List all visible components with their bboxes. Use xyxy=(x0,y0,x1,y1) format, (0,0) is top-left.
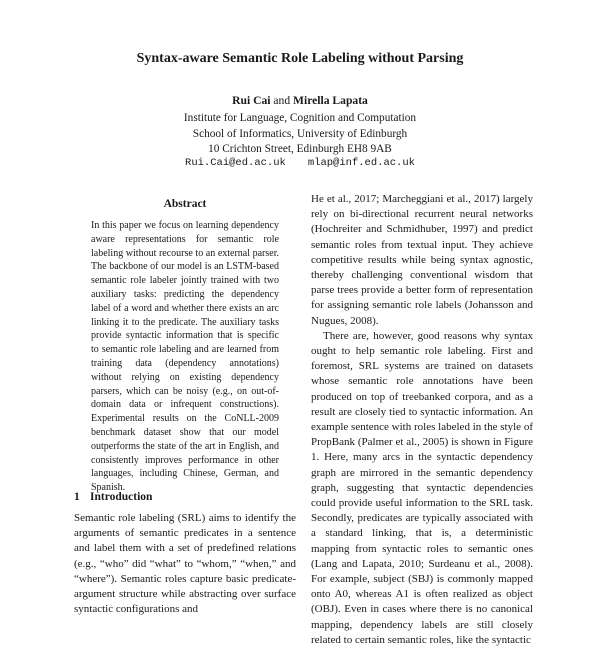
body-paragraph: There are, however, good reasons why syntax ought to help semantic role labeling. First and foremost, SRL systems are trained on datasets whose semantic role annotations have been produced on top of treebanked corpora, and as a result are closely tied to syntactic information. An example sentence with roles labeled in the style of PropBank (Palmer et al., 2005) is shown in Figure 1. Here, many arcs in the syntactic dependency graph are mirrored in the semantic dependency graph, suggesting that syntactic dependencies could provide useful information to the SRL task. Secondly, predicates are typically associated with a standard linking, that is, a deterministic mapping from syntactic roles to semantic ones (Lang and Lapata, 2010; Surdeanu et al., 2008). For example, subject (SBJ) is commonly mapped onto A0, whereas A1 is often realized as object (OBJ). Even in cases where there is no canonical mapping, dependency labels are still closely related to certain semantic roles, like the syntactic xyxy=(311,329,533,646)
author-connector: and xyxy=(273,94,291,107)
abstract-heading: Abstract xyxy=(163,198,207,210)
section-number: 1 xyxy=(74,491,80,503)
author-name: Rui Cai xyxy=(232,94,271,107)
paper-title: Syntax-aware Semantic Role Labeling without Parsing xyxy=(136,51,464,66)
body-paragraph: He et al., 2017; Marcheggiani et al., 2017) largely rely on bi-directional recurrent neural networks (Hochreiter and Schmidhuber, 1997) and predict semantic roles from textual input. They achieve competitive results while being syntax agnostic, thereby challenging conventional wisdom that parse trees provide a better form of representation for assigning semantic role labels (Johansson and Nugues, 2008). xyxy=(311,193,533,327)
email-line xyxy=(0,156,600,170)
author-name: Mirella Lapata xyxy=(293,94,368,107)
affiliation-line: 10 Crichton Street, Edinburgh EH8 9AB xyxy=(208,143,392,155)
section-heading xyxy=(74,490,296,504)
author-email: Rui.Cai@ed.ac.uk xyxy=(185,157,286,169)
author-line xyxy=(0,93,600,108)
affiliation-line: School of Informatics, University of Edinburgh xyxy=(192,127,408,140)
abstract-text: In this paper we focus on learning dependency aware representations for semantic role labeling without recourse to an external parser. The backbone of our model is an LSTM-based semantic role labeler jointly trained with two auxiliary tasks: predicting the dependency label of a word and whether there exists an arc linking it to the predicate. The auxiliary tasks provide syntactic information that is specific to semantic role labeling and are learned from training data (dependency annotations) without relying on existing dependency parsers, which can be noisy (e.g., on out-of-domain data or infrequent constructions). Experimental results on the CoNLL-2009 benchmark dataset show that our model outperforms the state of the art in English, and consistently improves performance in other languages, including Chinese, German, and Spanish. xyxy=(91,220,279,494)
affiliation-block xyxy=(0,111,600,158)
affiliation-line: Institute for Language, Cognition and Computation xyxy=(183,112,417,124)
section-title: Introduction xyxy=(90,491,153,503)
introduction-text: Semantic role labeling (SRL) aims to identify the arguments of semantic predicates in a sentence and label them with a set of predefined relations (e.g., “who” did “what” to “whom,” “when,” and “where”). Semantic roles capture basic predicate-argument structure while abstracting over surface syntactic configurations and xyxy=(74,512,296,616)
right-column xyxy=(311,192,533,648)
author-email: mlap@inf.ed.ac.uk xyxy=(307,157,415,169)
